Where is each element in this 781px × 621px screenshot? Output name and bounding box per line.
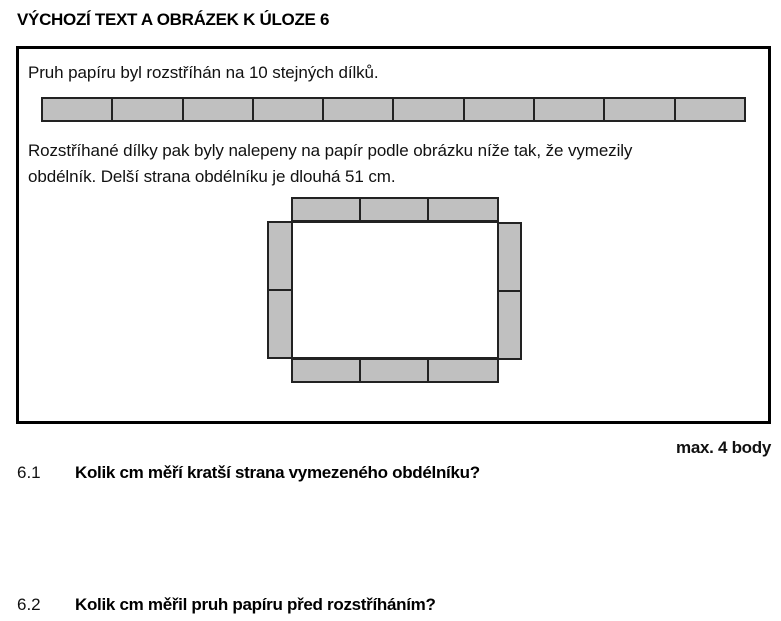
- tile-left-1: [267, 221, 293, 291]
- question-text: Kolik cm měří kratší strana vymezeného obdélníku?: [75, 463, 480, 482]
- tile-right-1: [497, 222, 522, 292]
- strip-segment: [394, 99, 464, 120]
- task-heading: VÝCHOZÍ TEXT A OBRÁZEK K ÚLOZE 6: [17, 10, 330, 29]
- tile-left-2: [267, 289, 293, 359]
- tile-bottom-3: [427, 358, 499, 383]
- question-number: 6.1: [17, 463, 41, 482]
- strip-segment: [113, 99, 183, 120]
- intro-text: Pruh papíru byl rozstříhán na 10 stejných dílků.: [28, 63, 379, 82]
- max-points: max. 4 body: [676, 438, 771, 457]
- tile-top-3: [427, 197, 499, 222]
- tile-bottom-2: [359, 358, 429, 383]
- strip-segment: [184, 99, 254, 120]
- tile-top-2: [359, 197, 429, 222]
- task-box: [16, 46, 771, 424]
- strip-segment: [676, 99, 744, 120]
- strip-segment: [254, 99, 324, 120]
- question-6-1: [17, 463, 480, 483]
- question-6-2: [17, 595, 436, 615]
- enclosed-rectangle: [291, 221, 499, 359]
- strip-segment: [535, 99, 605, 120]
- description-line-2: obdélník. Delší strana obdélníku je dlouhá 51 cm.: [28, 167, 396, 186]
- tile-bottom-1: [291, 358, 361, 383]
- paper-strip: [41, 97, 746, 122]
- strip-segment: [324, 99, 394, 120]
- strip-segment: [465, 99, 535, 120]
- strip-segment: [43, 99, 113, 120]
- description-line-1: Rozstříhané dílky pak byly nalepeny na papír podle obrázku níže tak, že vymezily: [28, 141, 633, 160]
- tile-top-1: [291, 197, 361, 222]
- question-number: 6.2: [17, 595, 41, 614]
- question-text: Kolik cm měřil pruh papíru před rozstříháním?: [75, 595, 436, 614]
- strip-segment: [605, 99, 675, 120]
- tile-right-2: [497, 290, 522, 360]
- rectangle-figure: [267, 197, 527, 387]
